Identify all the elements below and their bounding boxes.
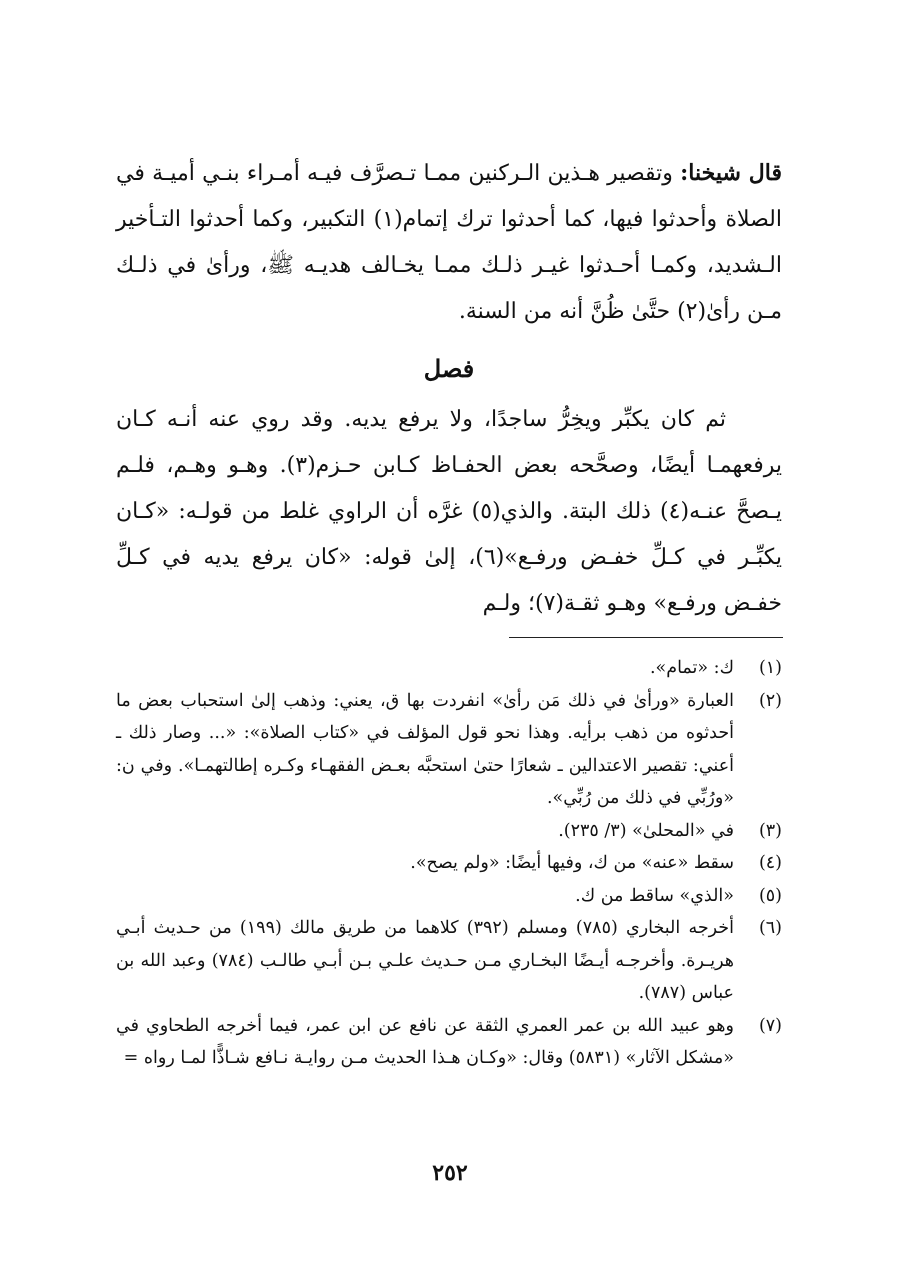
main-text [116,150,782,627]
footnote-number: (٦) [758,918,782,938]
footnote-number: (٤) [758,853,782,873]
footnote-text: سقط «عنه» من ك، وفيها أيضًا: «ولم يصح». [410,853,734,873]
footnotes [116,652,782,1075]
page-number: ٢٥٢ [432,1160,468,1186]
footnote-text: ك: «تمام». [649,658,734,678]
footnote-6 [116,912,782,1010]
footnote-number: (٣) [758,820,782,841]
footnote-7 [116,1010,782,1075]
paragraph-1 [116,150,782,335]
footnote-separator [509,637,783,638]
footnote-number: (٥) [758,885,782,906]
paragraph-2: ثم كان يكبِّر ويخِرُّ ساجدًا، ولا يرفع يديه. وقد روي عنه أنـه كـان يرفعهمـا أيضًا، وصحَّحه بعض الحفـاظ كـابن حـزم(٣). وهـو وهـم، فلـم يـصحَّ عنـه(٤) ذلك البتة. والذي(٥) غرَّه أن الراوي غلط من قولـه: «كـان يكبِّـر في كـلِّ خفـض ورفـع»(٦)، إلىٰ قوله: «كان يرفع يديه في كـلِّ خفـض ورفـع» وهـو ثقـة(٧)؛ ولـم [116,407,783,616]
footnote-number: (١) [758,658,782,678]
footnote-4 [116,847,782,880]
footnote-2 [116,685,782,815]
section-heading: فصل [423,354,475,383]
paragraph-1-body: وتقصير هـذين الـركنين ممـا تـصرَّف فيـه أمـراء بنـي أميـة في الصلاة وأحدثوا فيها، كما أحدثوا ترك إتمام(١) التكبير، وكما أحدثوا التـأخير الـشديد، وكمـا أحـدثوا غيـر ذلـك ممـا يخـالف هديـه ﷺ، ورأىٰ في ذلـك مـن رأىٰ(٢) حتَّىٰ ظُنَّ أنه من السنة. [116,161,782,324]
paragraph-lead: قال شيخنا: [680,160,782,186]
footnote-3 [116,815,782,848]
footnote-text: العبارة «ورأىٰ في ذلك مَن رأىٰ» انفردت بها ق، يعني: وذهب إلىٰ استحباب بعض ما أحدثوه من ذهب برأيه. وهذا نحو قول المؤلف في «كتاب الصلاة»: «... وصار ذلك ـ أعني: تقصير الاعتدالين ـ شعارًا حتىٰ استحبَّه بعـض الفقهـاء وكـره إطالتهمـا». وفي ن: «ورُبِّي في ذلك من رُبِّي». [116,690,734,808]
footnote-number: (٢) [758,690,782,711]
footnote-text: وهو عبيد الله بن عمر العمري الثقة عن نافع عن ابن عمر، فيما أخرجه الطحاوي في «مشكل الآثار» (٥٨٣١) وقال: «وكـان هـذا الحديث مـن روايـة نـافع شـاذًّا لمـا رواه = [116,1015,734,1068]
footnote-text: أخرجه البخاري (٧٨٥) ومسلم (٣٩٢) كلاهما من طريق مالك (١٩٩) من حـديث أبـي هريـرة. وأخرجـه أيـضًا البخـاري مـن حـديث علـي بـن أبـي طالـب (٧٨٤) وعبد الله بن عباس (٧٨٧). [116,918,734,1003]
footnote-5 [116,880,782,913]
footnote-text: «الذي» ساقط من ك. [575,885,734,906]
footnote-1 [116,652,782,685]
footnote-number: (٧) [758,1015,782,1036]
footnote-text: في «المحلىٰ» (٣/ ٢٣٥). [558,820,734,841]
